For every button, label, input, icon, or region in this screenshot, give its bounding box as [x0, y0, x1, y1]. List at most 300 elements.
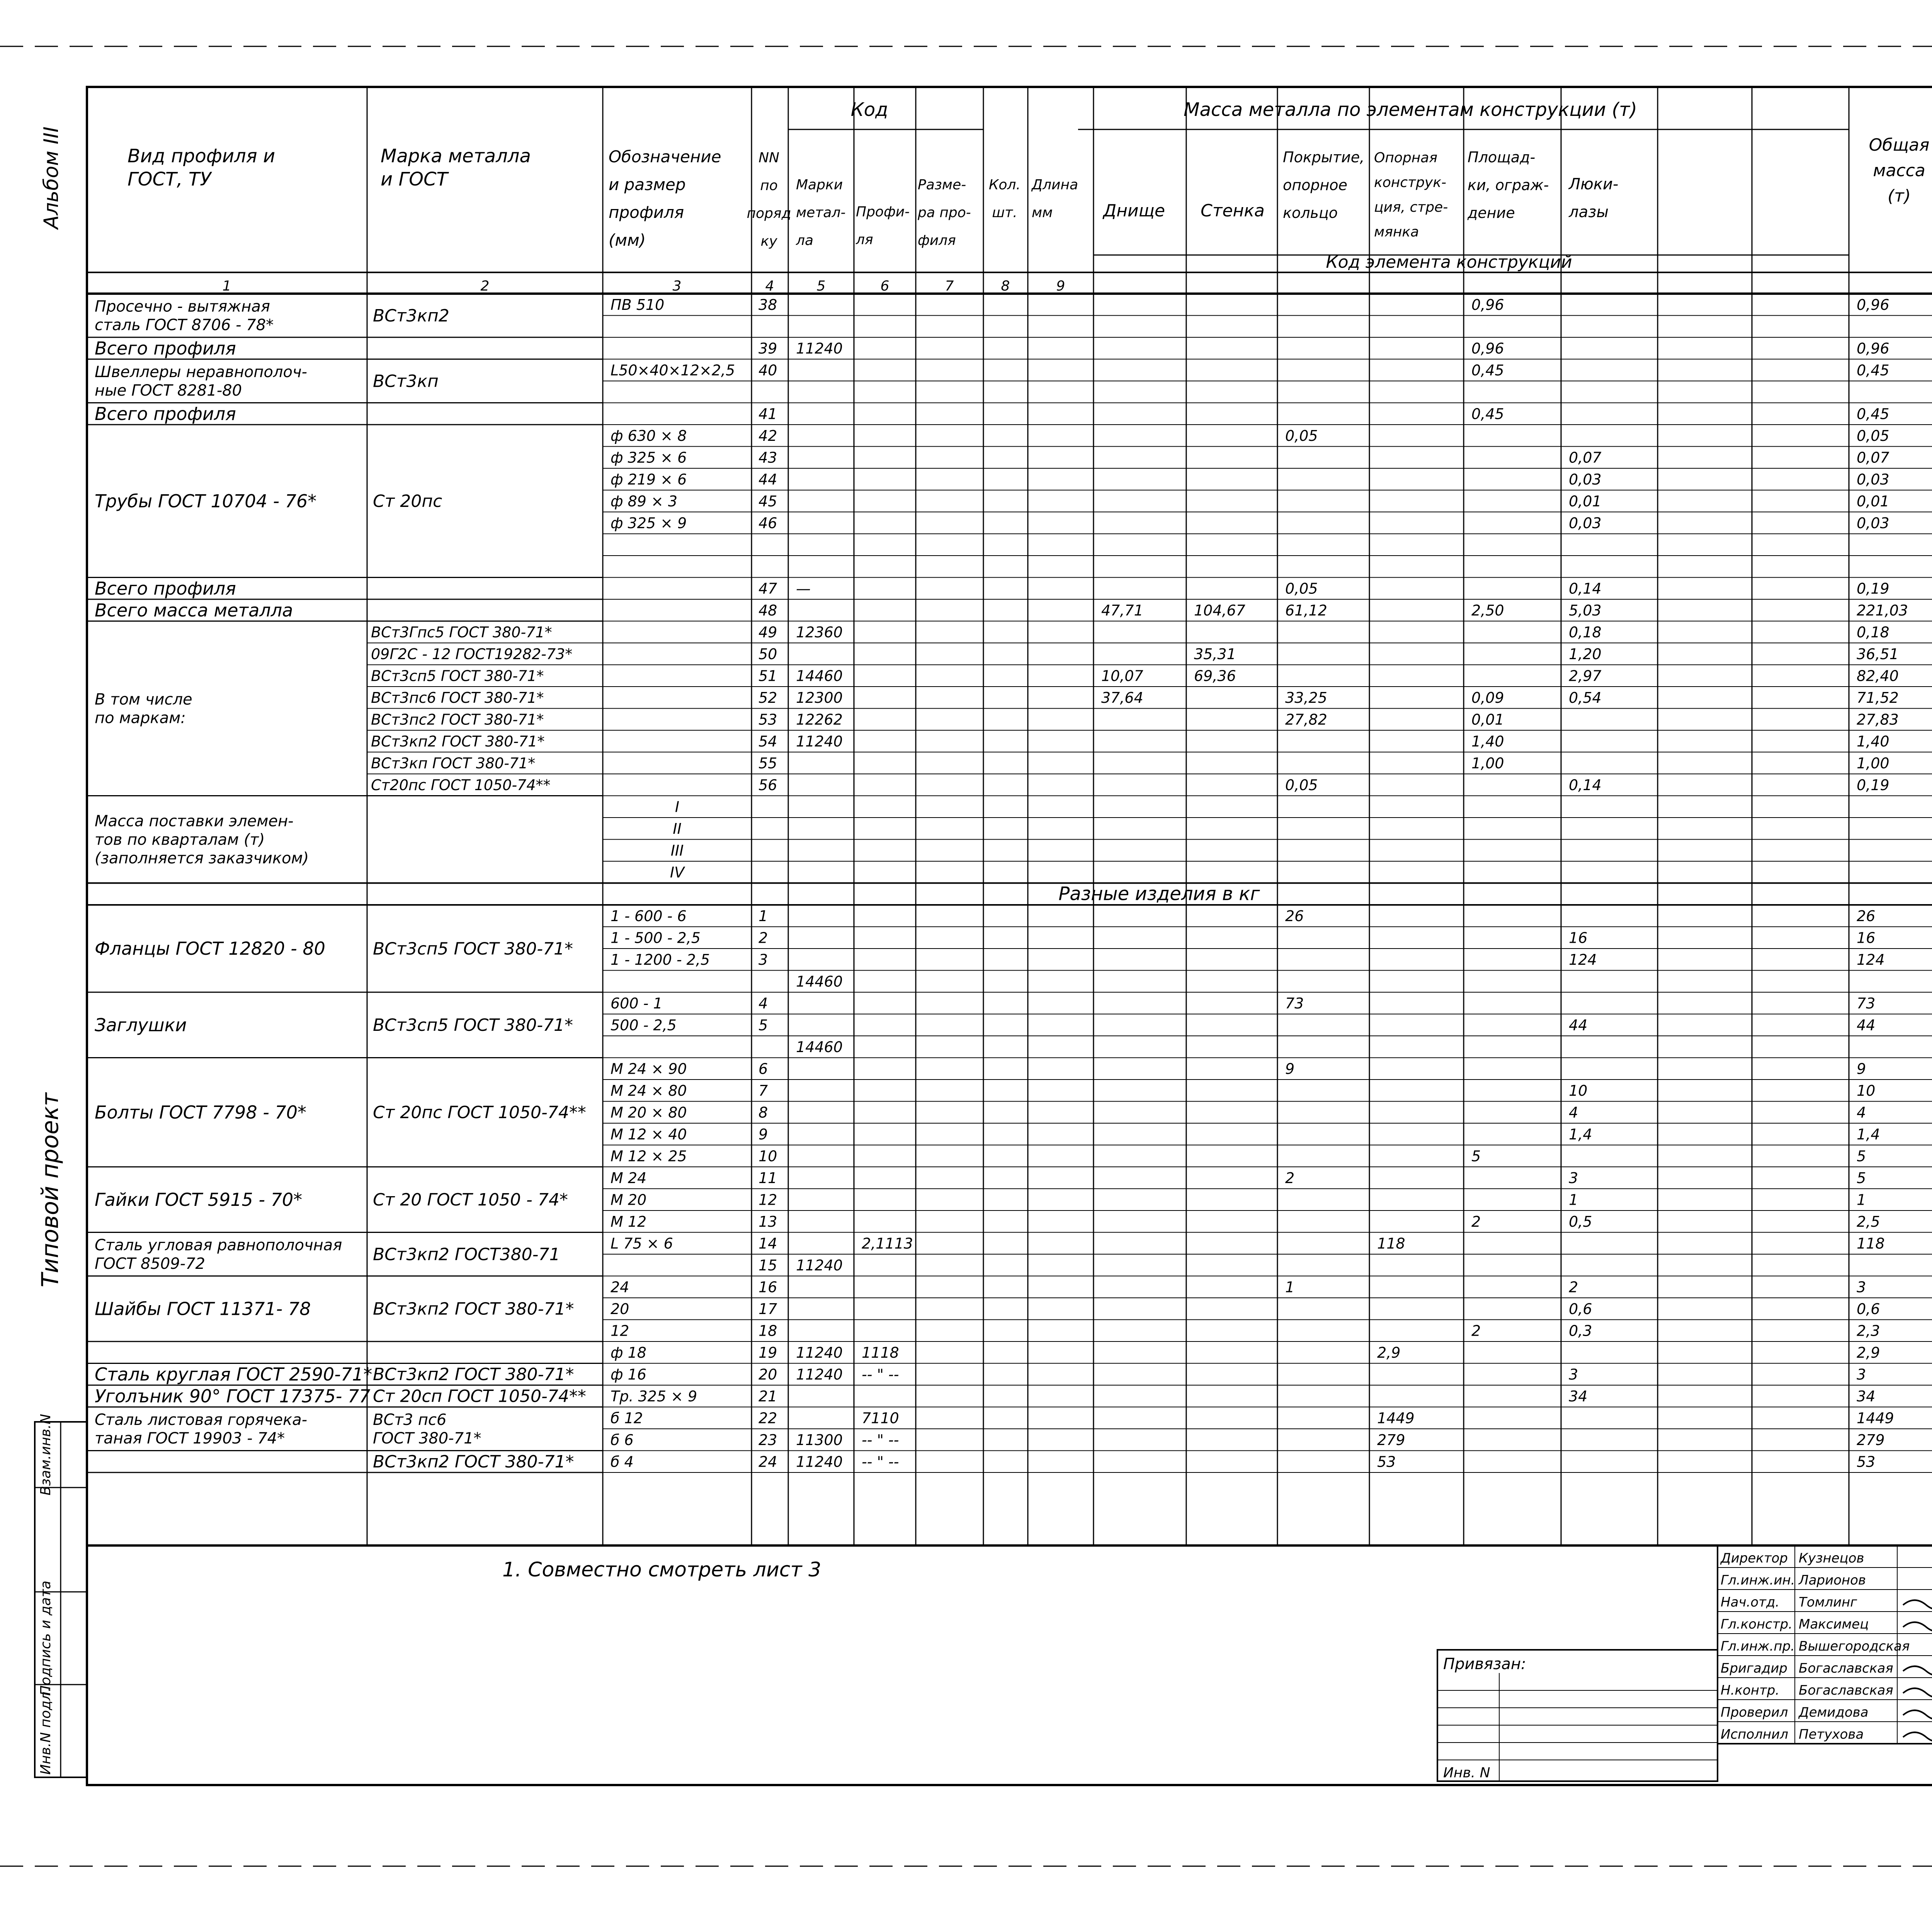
cell-value: 7110 — [862, 1409, 899, 1427]
cell-value: 0,18 — [1857, 624, 1889, 641]
cell-value: 52 — [759, 689, 777, 706]
profile-type: Шайбы ГОСТ 11371- 78 — [95, 1298, 311, 1319]
cell-value: 0,19 — [1857, 777, 1889, 794]
cell-value: 9 — [1285, 1060, 1295, 1078]
cell-value: 40 — [759, 362, 777, 379]
cell-value: 41 — [759, 405, 777, 423]
cell-value: 12 — [759, 1191, 777, 1209]
header-obschaya-massa: масса — [1873, 161, 1925, 180]
cell-value: М 12 × 40 — [611, 1126, 687, 1143]
signature-role: Проверил — [1721, 1705, 1788, 1720]
cell-value: 2,9 — [1377, 1344, 1401, 1361]
signature-name: Максимец — [1799, 1617, 1869, 1632]
column-number: 7 — [945, 278, 954, 294]
cell-value: 0,96 — [1857, 296, 1889, 313]
profile-type: Всего профиля — [95, 403, 236, 424]
cell-value: 24 — [611, 1279, 629, 1296]
profile-type: Всего масса металла — [95, 600, 293, 621]
cell-value: 0,45 — [1857, 405, 1889, 423]
cell-value: б 4 — [611, 1453, 634, 1471]
cell-value: 49 — [759, 624, 777, 641]
header-marka-metalla: Марка металла — [381, 145, 531, 167]
header-lyuki: Люки- — [1569, 175, 1619, 193]
frame — [87, 1545, 1932, 1785]
profile-type: Масса поставки элемен- — [95, 812, 294, 830]
inv-n-label: Инв. N — [1443, 1765, 1490, 1781]
cell-value: 4 — [1857, 1104, 1866, 1121]
cell-value: 0,45 — [1471, 362, 1504, 379]
cell-value: 12 — [611, 1322, 629, 1340]
profile-type: Сталь угловая равнополочная — [95, 1236, 342, 1254]
steel-grade: Ст 20сп ГОСТ 1050-74** — [373, 1386, 586, 1406]
cell-value: 1 — [759, 908, 768, 925]
cell-value: 10 — [1857, 1082, 1876, 1099]
cell-value: 16 — [1857, 929, 1876, 947]
cell-value: 0,3 — [1569, 1322, 1592, 1340]
header-dlina: Длина — [1032, 177, 1078, 193]
cell-value: 0,6 — [1569, 1301, 1592, 1318]
column-number: 2 — [480, 278, 490, 294]
cell-value: 1,00 — [1857, 755, 1889, 772]
cell-value: 26 — [1285, 908, 1304, 925]
cell-value: 0,03 — [1857, 471, 1889, 488]
cell-value: 26 — [1857, 908, 1876, 925]
cell-value: 55 — [759, 755, 777, 772]
cell-value: 11240 — [796, 1344, 843, 1361]
cell-value: 5,03 — [1569, 602, 1602, 619]
cell-value: 1,4 — [1857, 1126, 1880, 1143]
side-stamp: Подпись и дата — [38, 1580, 54, 1696]
cell-value: 53 — [1857, 1453, 1876, 1471]
signature-name: Демидова — [1799, 1705, 1869, 1720]
steel-grade: ВСт3кп — [373, 371, 439, 391]
cell-value: М 20 — [611, 1191, 647, 1209]
profile-type: Болты ГОСТ 7798 - 70* — [95, 1102, 306, 1123]
cell-value: 44 — [759, 471, 777, 488]
cell-value: М 12 × 25 — [611, 1148, 687, 1165]
brand-row: ВСт3пс6 ГОСТ 380-71* — [371, 689, 544, 706]
brand-row: Ст20пс ГОСТ 1050-74** — [371, 777, 551, 794]
cell-value: 44 — [1569, 1017, 1588, 1034]
side-stamp: Взам.инв.N — [38, 1414, 54, 1496]
steel-grade: ВСт3сп5 ГОСТ 380-71* — [373, 939, 573, 959]
brand-row: ВСт3Гпс5 ГОСТ 380-71* — [371, 624, 552, 641]
header-kod-elementa: Код элемента конструкций — [1326, 252, 1572, 272]
cell-value: 5 — [1857, 1148, 1866, 1165]
signature-name: Богаславская — [1799, 1661, 1893, 1676]
cell-value: 2,1113 — [862, 1235, 913, 1252]
cell-value: 43 — [759, 449, 777, 466]
steel-grade: ВСт3кп2 ГОСТ 380-71* — [373, 1365, 574, 1385]
profile-type: по маркам: — [95, 709, 186, 727]
cell-value: 17 — [759, 1301, 777, 1318]
header-pokrytie: опорное — [1283, 177, 1347, 194]
cell-value: 0,18 — [1569, 624, 1602, 641]
brand-row: ВСт3кп2 ГОСТ 380-71* — [371, 733, 545, 750]
cell-value: 3 — [759, 951, 768, 968]
cell-value: М 24 × 90 — [611, 1060, 687, 1078]
cell-value: 0,01 — [1857, 493, 1889, 510]
cell-value: 9 — [1857, 1060, 1866, 1078]
cell-value: 2,9 — [1857, 1344, 1880, 1361]
header-kol: шт. — [992, 205, 1017, 221]
cell-value: 20 — [611, 1301, 629, 1318]
signature-name: Вышегородская — [1799, 1639, 1910, 1654]
header-oboznachenie: и размер — [609, 175, 686, 194]
frame — [87, 87, 1932, 1545]
header-pokrytie: кольцо — [1283, 204, 1338, 221]
cell-value: 34 — [1857, 1388, 1876, 1405]
profile-type: Трубы ГОСТ 10704 - 76* — [95, 490, 317, 512]
cell-value: 4 — [1569, 1104, 1578, 1121]
cell-value: 11240 — [796, 1453, 843, 1471]
cell-value: 8 — [759, 1104, 768, 1121]
cell-value: 0,5 — [1569, 1213, 1592, 1230]
profile-type: сталь ГОСТ 8706 - 78* — [95, 316, 274, 334]
cell-value: 22 — [759, 1409, 777, 1427]
cell-value: 39 — [759, 340, 777, 357]
profile-type: Заглушки — [95, 1014, 187, 1035]
cell-value: М 12 — [611, 1213, 647, 1230]
column-number: 4 — [765, 278, 774, 294]
brand-row: ВСт3пс2 ГОСТ 380-71* — [371, 711, 544, 728]
cell-value: 45 — [759, 493, 777, 510]
cell-value: 33,25 — [1285, 689, 1327, 706]
cell-value: 5 — [1471, 1148, 1481, 1165]
column-number: 6 — [880, 278, 889, 294]
profile-type: Сталь круглая ГОСТ 2590-71* — [95, 1364, 372, 1385]
profile-type: (заполняется заказчиком) — [95, 849, 309, 867]
cell-value: 3 — [1569, 1170, 1578, 1187]
cell-value: 1 — [1857, 1191, 1866, 1209]
header-opornaya: мянка — [1374, 224, 1419, 240]
cell-value: 10 — [759, 1148, 777, 1165]
cell-value: М 20 × 80 — [611, 1104, 687, 1121]
cell-value: 0,14 — [1569, 777, 1602, 794]
cell-value: II — [673, 820, 682, 837]
header-nn: поряд — [747, 206, 791, 221]
cell-value: 15 — [759, 1257, 777, 1274]
cell-value: 54 — [759, 733, 777, 750]
header-vid-profilya: ГОСТ, ТУ — [128, 168, 211, 190]
cell-value: 1 — [1569, 1191, 1578, 1209]
profile-type: тов по кварталам (т) — [95, 831, 265, 849]
cell-value: 0,96 — [1471, 296, 1504, 313]
header-opornaya: ция, стре- — [1374, 199, 1448, 215]
header-stenka: Стенка — [1201, 201, 1265, 221]
cell-value: 1118 — [862, 1344, 899, 1361]
cell-value: 2 — [1285, 1170, 1295, 1187]
cell-value: 13 — [759, 1213, 777, 1230]
cell-value: 27,83 — [1857, 711, 1899, 728]
column-number: 5 — [816, 278, 826, 294]
signature-role: Исполнил — [1721, 1727, 1788, 1742]
cell-value: М 24 — [611, 1170, 647, 1187]
header-ploschadki: дение — [1468, 204, 1515, 221]
cell-value: 10 — [1569, 1082, 1588, 1099]
cell-value: 0,01 — [1471, 711, 1504, 728]
cell-value: 118 — [1857, 1235, 1885, 1252]
signature-role: Гл.констр. — [1721, 1617, 1793, 1632]
cell-value: 5 — [1857, 1170, 1866, 1187]
cell-value: 0,96 — [1471, 340, 1504, 357]
cell-value: 37,64 — [1101, 689, 1143, 706]
cell-value: 73 — [1857, 995, 1876, 1012]
cell-value: 1,20 — [1569, 646, 1602, 663]
project-label: Типовой проект — [37, 1093, 64, 1287]
cell-value: 104,67 — [1194, 602, 1245, 619]
brand-row: ВСт3сп5 ГОСТ 380-71* — [371, 667, 544, 685]
cell-value: 27,82 — [1285, 711, 1327, 728]
cell-value: 0,14 — [1569, 580, 1602, 597]
signature-name: Богаславская — [1799, 1683, 1893, 1698]
header-oboznachenie: (мм) — [609, 231, 646, 250]
cell-value: 0,05 — [1285, 427, 1318, 444]
album-label: Альбом III — [40, 126, 63, 229]
cell-value: 4 — [759, 995, 768, 1012]
column-number: 3 — [672, 278, 682, 294]
cell-value: 11240 — [796, 340, 843, 357]
profile-type: ГОСТ 8509-72 — [95, 1255, 205, 1273]
signature-name: Кузнецов — [1799, 1551, 1864, 1566]
cell-value: 3 — [1569, 1366, 1578, 1383]
cell-value: 42 — [759, 427, 777, 444]
table-text — [37, 58, 1932, 1817]
cell-value: б 6 — [611, 1432, 634, 1449]
header-massa-metalla: Масса металла по элементам конструкции (т) — [1184, 99, 1637, 121]
cell-value: 1 - 500 - 2,5 — [611, 929, 701, 947]
header-ploschadki: ки, ограж- — [1468, 177, 1549, 194]
cell-value: 47,71 — [1101, 602, 1143, 619]
cell-value: 11240 — [796, 1257, 843, 1274]
cell-value: 12262 — [796, 711, 843, 728]
column-number: 8 — [1001, 278, 1010, 294]
cell-value: 2 — [1471, 1322, 1481, 1340]
cell-value: 0,07 — [1569, 449, 1602, 466]
cell-value: ф 219 × 6 — [611, 471, 687, 488]
cell-value: 2,5 — [1857, 1213, 1880, 1230]
header-marki: ла — [796, 233, 814, 248]
cell-value: 11240 — [796, 733, 843, 750]
header-profilya: Профи- — [856, 204, 910, 220]
cell-value: 16 — [1569, 929, 1588, 947]
steel-grade: ВСт3 пс6 — [373, 1411, 447, 1429]
cell-value: 3 — [1857, 1366, 1866, 1383]
cell-value: L 75 × 6 — [611, 1235, 673, 1252]
profile-type: Просечно - вытяжная — [95, 298, 270, 316]
cell-value: 1 — [1285, 1279, 1295, 1296]
cell-value: 1 - 600 - 6 — [611, 908, 687, 925]
column-number: 1 — [222, 278, 231, 294]
cell-value: 0,05 — [1285, 777, 1318, 794]
cell-value: 0,03 — [1569, 471, 1602, 488]
cell-value: 38 — [759, 296, 777, 313]
steel-grade: ВСт3сп5 ГОСТ 380-71* — [373, 1015, 573, 1035]
cell-value: 124 — [1569, 951, 1597, 968]
signature-role: Директор — [1721, 1551, 1788, 1566]
cell-value: I — [675, 798, 680, 816]
cell-value: 44 — [1857, 1017, 1876, 1034]
cell-value: 82,40 — [1857, 667, 1899, 685]
cell-value: — — [796, 580, 811, 597]
cell-value: 19 — [759, 1344, 777, 1361]
profile-type: Швеллеры неравнополоч- — [95, 363, 307, 381]
cell-value: 14460 — [796, 973, 843, 990]
cell-value: ПВ 510 — [611, 296, 665, 313]
cell-value: -- " -- — [862, 1453, 899, 1471]
signature-role: Нач.отд. — [1721, 1595, 1780, 1610]
header-obschaya-massa: (т) — [1888, 186, 1911, 206]
signature-name: Ларионов — [1799, 1573, 1866, 1588]
header-razmera: ра про- — [918, 205, 971, 221]
cell-value: III — [670, 842, 684, 859]
cell-value: 279 — [1377, 1432, 1405, 1449]
cell-value: ф 18 — [611, 1344, 646, 1361]
cell-value: 23 — [759, 1432, 777, 1449]
cell-value: 35,31 — [1194, 646, 1236, 663]
column-number: 9 — [1056, 278, 1065, 294]
signature-role: Н.контр. — [1721, 1683, 1780, 1698]
cell-value: 279 — [1857, 1432, 1885, 1449]
cell-value: 0,54 — [1569, 689, 1602, 706]
signature-role: Гл.инж.ин. — [1721, 1573, 1795, 1588]
cell-value: 61,12 — [1285, 602, 1327, 619]
profile-type: ные ГОСТ 8281-80 — [95, 382, 242, 400]
cell-value: 1 - 1200 - 2,5 — [611, 951, 710, 968]
steel-grade: ВСт3кп2 ГОСТ 380-71* — [373, 1452, 574, 1472]
header-nn: NN — [759, 150, 779, 166]
note-text: 1. Совместно смотреть лист 3 — [502, 1558, 821, 1581]
cell-value: 221,03 — [1857, 602, 1908, 619]
cell-value: 24 — [759, 1453, 777, 1471]
cell-value: 0,05 — [1857, 427, 1889, 444]
cell-value: 6 — [759, 1060, 768, 1078]
brand-row: ВСт3кп ГОСТ 380-71* — [371, 755, 536, 772]
cell-value: 53 — [1377, 1453, 1396, 1471]
cell-value: 1449 — [1857, 1409, 1894, 1427]
header-oboznachenie: Обозначение — [609, 147, 721, 166]
steel-grade: ВСт3кп2 — [373, 306, 449, 326]
header-marka-metalla: и ГОСТ — [381, 168, 448, 190]
cell-value: 3 — [1857, 1279, 1866, 1296]
steel-grade: Ст 20 ГОСТ 1050 - 74* — [373, 1190, 568, 1210]
cell-value: 10,07 — [1101, 667, 1143, 685]
cell-value: 14460 — [796, 667, 843, 685]
cell-value: 0,07 — [1857, 449, 1889, 466]
steel-grade: Ст 20пс ГОСТ 1050-74** — [373, 1103, 586, 1123]
cell-value: 18 — [759, 1322, 777, 1340]
cell-value: 14460 — [796, 1039, 843, 1056]
cell-value: 12360 — [796, 624, 843, 641]
cell-value: 21 — [759, 1388, 777, 1405]
cell-value: 1,4 — [1569, 1126, 1592, 1143]
cell-value: 2 — [1569, 1279, 1578, 1296]
cell-value: 34 — [1569, 1388, 1588, 1405]
header-dnische: Днище — [1103, 201, 1165, 221]
cell-value: 50 — [759, 646, 777, 663]
cell-value: 71,52 — [1857, 689, 1899, 706]
cell-value: 1,40 — [1857, 733, 1889, 750]
cell-value: 0,03 — [1857, 515, 1889, 532]
cell-value: 11 — [759, 1170, 777, 1187]
cell-value: 0,05 — [1285, 580, 1318, 597]
header-marki: метал- — [796, 205, 846, 221]
profile-type: Фланцы ГОСТ 12820 - 80 — [95, 938, 325, 959]
cell-value: 500 - 2,5 — [611, 1017, 677, 1034]
steel-grade: Ст 20пс — [373, 491, 442, 512]
cell-value: 9 — [759, 1126, 768, 1143]
cell-value: М 24 × 80 — [611, 1082, 687, 1099]
cell-value: 2 — [1471, 1213, 1481, 1230]
cell-value: Тр. 325 × 9 — [611, 1388, 697, 1405]
cell-value: 16 — [759, 1279, 777, 1296]
cell-value: 7 — [759, 1082, 768, 1099]
signature-role: Бригадир — [1721, 1661, 1787, 1676]
cell-value: 1449 — [1377, 1409, 1415, 1427]
profile-type: Уголъник 90° ГОСТ 17375- 77 — [95, 1386, 371, 1407]
cell-value: 46 — [759, 515, 777, 532]
cell-value: 1,40 — [1471, 733, 1504, 750]
header-lyuki: лазы — [1569, 203, 1609, 221]
signature-name: Петухова — [1799, 1727, 1864, 1742]
cell-value: 0,6 — [1857, 1301, 1880, 1318]
cell-value: 0,19 — [1857, 580, 1889, 597]
header-opornaya: Опорная — [1374, 150, 1438, 166]
header-kol: Кол. — [988, 177, 1021, 193]
cell-value: IV — [670, 864, 685, 881]
cell-value: 14 — [759, 1235, 777, 1252]
cell-value: 0,09 — [1471, 689, 1504, 706]
cell-value: 2,3 — [1857, 1322, 1880, 1340]
cell-value: 11300 — [796, 1432, 843, 1449]
header-oboznachenie: профиля — [609, 203, 684, 222]
header-nn: ку — [760, 233, 777, 249]
profile-type: Всего профиля — [95, 338, 236, 359]
profile-type: Всего профиля — [95, 578, 236, 599]
cell-value: 600 - 1 — [611, 995, 663, 1012]
cell-value: 0,03 — [1569, 515, 1602, 532]
cell-value: 2 — [759, 929, 768, 947]
cell-value: ф 325 × 6 — [611, 449, 687, 466]
cell-value: 36,51 — [1857, 646, 1899, 663]
cell-value: ф 630 × 8 — [611, 427, 687, 444]
cell-value: ф 16 — [611, 1366, 646, 1383]
profile-type: В том числе — [95, 690, 192, 709]
cell-value: L50×40×12×2,5 — [611, 362, 735, 379]
cell-value: 124 — [1857, 951, 1885, 968]
steel-grade: ВСт3кп2 ГОСТ 380-71* — [373, 1299, 574, 1319]
cell-value: 0,45 — [1857, 362, 1889, 379]
cell-value: 47 — [759, 580, 777, 597]
header-obschaya-massa: Общая — [1869, 135, 1930, 155]
privyazan-label: Привязан: — [1443, 1655, 1526, 1673]
cell-value: 69,36 — [1194, 667, 1236, 685]
header-marki: Марки — [796, 177, 843, 193]
cell-value: 2,97 — [1569, 667, 1602, 685]
profile-type: таная ГОСТ 19903 - 74* — [95, 1430, 285, 1447]
cell-value: ф 325 × 9 — [611, 515, 687, 532]
cell-value: 48 — [759, 602, 777, 619]
header-nn: по — [760, 178, 778, 194]
header-kod: Код — [850, 99, 888, 121]
cell-value: 0,45 — [1471, 405, 1504, 423]
cell-value: 20 — [759, 1366, 777, 1383]
cell-value: 0,01 — [1569, 493, 1602, 510]
cell-value: -- " -- — [862, 1366, 899, 1383]
signature-role: Гл.инж.пр. — [1721, 1639, 1795, 1654]
cell-value: 5 — [759, 1017, 768, 1034]
side-stamp: Инв.N подл. — [38, 1687, 54, 1775]
